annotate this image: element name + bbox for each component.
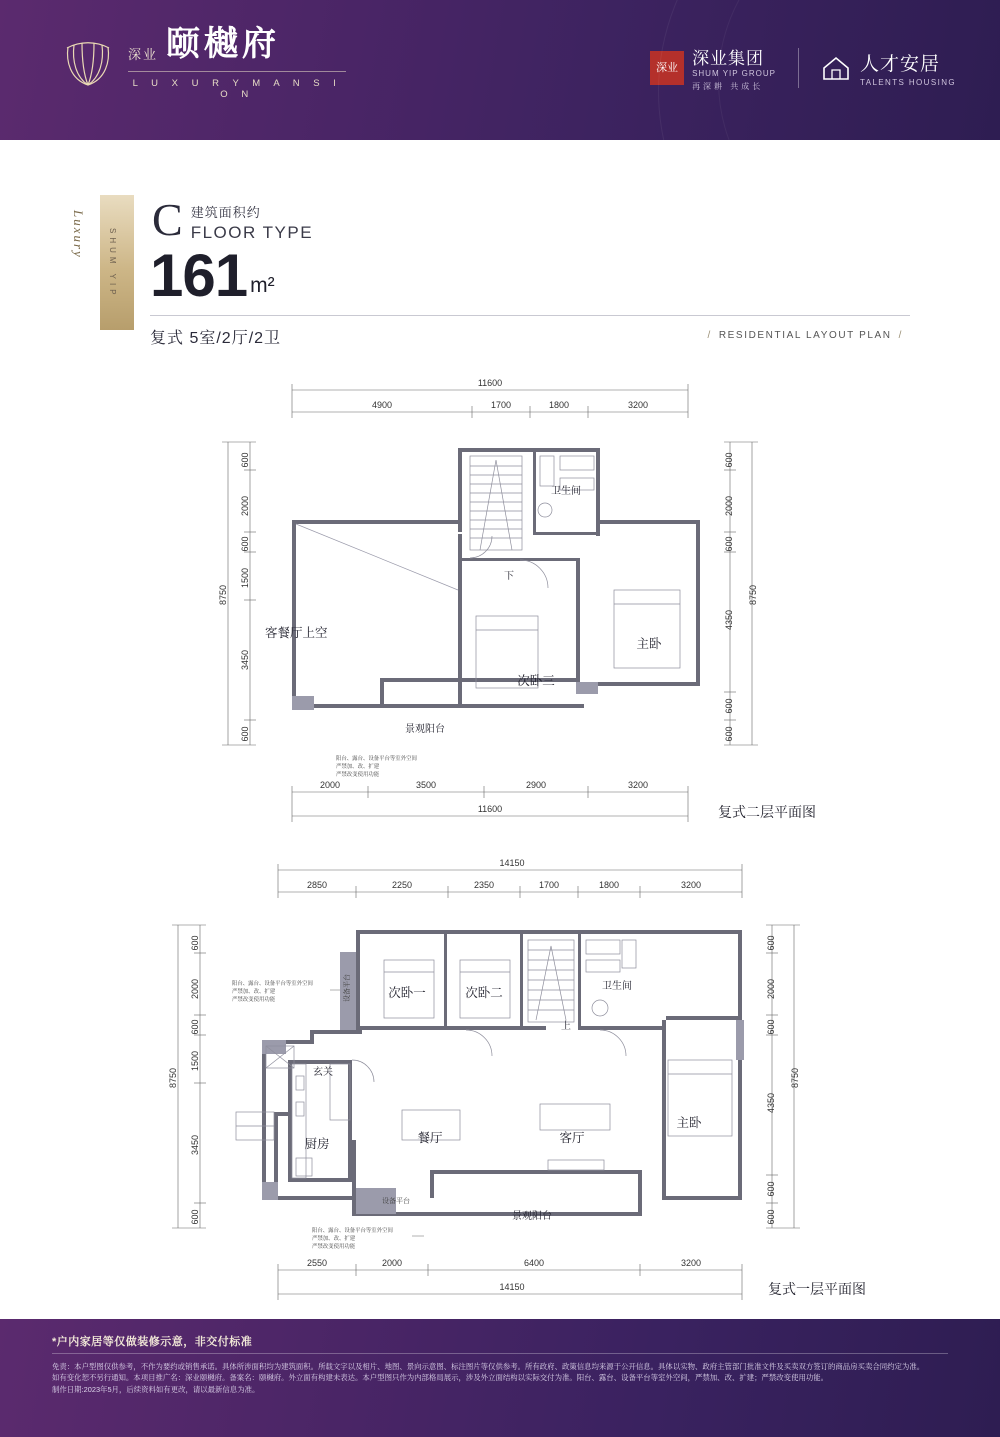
lower-right-dim-5: 600: [766, 1209, 776, 1225]
upper-bot-dim-1: 3500: [415, 780, 437, 790]
luxury-script-text: Luxury: [71, 210, 86, 259]
lower-top-dim-0: 2850: [306, 880, 328, 890]
upper-left-dim-0: 600: [240, 452, 250, 468]
footer-line-1: 如有变化恕不另行通知。本项目推广名：深业颐樾府。备案名：颐樾府。外立面有构建未表达。本户型图只作为内部格局展示，涉及外立面结构以实际交付为准。阳台、露台、设备平台等室外空间，严禁加、改、扩建；严禁改变使用功能。: [52, 1373, 829, 1383]
footer-highlight: *户内家居等仅做装修示意，非交付标准: [52, 1336, 253, 1348]
upper-left-total: 8750: [218, 584, 228, 606]
lower-plan-caption: 复式一层平面图: [768, 1281, 866, 1297]
plan-lower-group: [168, 858, 866, 1300]
upper-void-marker: [296, 524, 458, 590]
upper-plan-caption: 复式二层平面图: [718, 804, 816, 820]
lower-room-1: 次卧二: [465, 986, 503, 1000]
floor-type-en: FLOOR TYPE: [190, 223, 314, 242]
floor-letter: C: [152, 194, 183, 245]
layout-plan-slug: / RESIDENTIAL LAYOUT PLAN /: [707, 330, 903, 341]
upper-staircase: [470, 456, 522, 550]
upper-top-dim-3: 3200: [627, 400, 649, 410]
upper-bot-dim-0: 2000: [319, 780, 341, 790]
lower-left-dim-1: 2000: [190, 978, 200, 1000]
svg-text:严禁加、改、扩建: 严禁加、改、扩建: [232, 989, 276, 995]
upper-left-dim-5: 600: [240, 726, 250, 742]
upper-left-dim-2: 600: [240, 536, 250, 552]
shumyip-vertical-text: SHUM YIP: [108, 228, 117, 299]
upper-right-dim-4: 600: [724, 698, 734, 714]
logo-main-text: 颐樾府: [166, 25, 281, 63]
upper-room-0: 卫生间: [551, 486, 581, 497]
brand-talents-cn: 人才安居: [860, 54, 941, 75]
upper-left-dim-4: 3450: [240, 649, 250, 671]
lower-left-dim-0: 600: [190, 935, 200, 951]
lower-note-left: [232, 979, 340, 1003]
lower-bot-dim-1: 2000: [381, 1258, 403, 1268]
gold-bar-decoration: [100, 195, 134, 330]
upper-bot-dim-3: 3200: [627, 780, 649, 790]
lower-right-dim-2: 600: [766, 1019, 776, 1035]
lower-top-dim-5: 3200: [680, 880, 702, 890]
logo-en-text: L U X U R Y M A N S I O N: [128, 71, 346, 100]
lower-left-dim-5: 600: [190, 1209, 200, 1225]
footer-line-0: 免责：本户型图仅供参考，不作为要约或销售承诺。具体所涉面积均为建筑面积。所载文字以及相片、地图、景向示意图、标注图片等仅供参考。所有政府、政策信息均来源于公开信息。具体以实物、政府主管部门批准文件及买卖双方签订的商品房买卖合同约定为准。: [52, 1362, 925, 1371]
partner-brands: [650, 44, 956, 92]
floor-plan-drawing: [0, 360, 1000, 1320]
footer-divider: [52, 1353, 948, 1354]
lower-bot-dim-3: 3200: [680, 1258, 702, 1268]
lower-right-dim-0: 600: [766, 935, 776, 951]
upper-right-dim-3: 4350: [724, 609, 734, 631]
upper-note: [336, 754, 417, 778]
seal-icon: 深业: [650, 51, 684, 85]
floor-type-row: [152, 194, 314, 245]
lower-bathroom-fixtures: [586, 940, 636, 1016]
upper-right-dim-0: 600: [724, 452, 734, 468]
lower-bot-dim-2: 6400: [523, 1258, 545, 1268]
upper-right-dim-2: 600: [724, 536, 734, 552]
brand-talents-en: TALENTS HOUSING: [860, 78, 956, 87]
lower-room-10: 设备平台: [382, 1198, 410, 1205]
lower-room-2: 卫生间: [602, 981, 632, 992]
upper-bot-dim-2: 2900: [525, 780, 547, 790]
upper-room-1: 下: [504, 571, 514, 582]
upper-room-4: 主卧: [636, 637, 662, 651]
svg-text:严禁加、改、扩建: 严禁加、改、扩建: [312, 1236, 356, 1242]
svg-text:严禁改变使用功能: 严禁改变使用功能: [232, 997, 276, 1003]
svg-text:阳台、露台、设备平台等室外空间: 阳台、露台、设备平台等室外空间: [312, 1228, 393, 1234]
lower-right-total: 8750: [790, 1067, 800, 1089]
lower-bot-total: 14150: [499, 1282, 525, 1292]
lower-staircase: [528, 940, 574, 1022]
upper-top-dim-2: 1800: [548, 400, 570, 410]
lower-left-dim-3: 1500: [190, 1050, 200, 1072]
area-number: 161: [150, 242, 248, 309]
lower-left-dim-2: 600: [190, 1019, 200, 1035]
lower-right-dim-4: 600: [766, 1181, 776, 1197]
lower-room-6: 餐厅: [417, 1131, 443, 1145]
brand-shumyip-cn: 深业集团: [692, 49, 765, 68]
area-label-cn: 建筑面积约: [190, 205, 261, 220]
upper-right-dim-5: 600: [724, 726, 734, 742]
brand-shumyip-en: SHUM YIP GROUP: [692, 69, 777, 78]
svg-text:严禁改变使用功能: 严禁改变使用功能: [336, 772, 380, 778]
lower-top-dim-2: 2350: [473, 880, 495, 890]
svg-text:严禁加、改、扩建: 严禁加、改、扩建: [336, 764, 380, 770]
brand-shumyip-tag: 再深耕 共成长: [692, 82, 764, 91]
plan-upper-group: [218, 378, 816, 822]
lower-top-dim-4: 1800: [598, 880, 620, 890]
upper-top-dim-1: 1700: [490, 400, 512, 410]
kitchen-fixtures: [236, 1064, 350, 1178]
upper-room-5: 景观阳台: [405, 724, 445, 735]
title-divider: [150, 315, 910, 316]
room-description: 复式 5室/2厅/2卫: [150, 330, 282, 347]
lower-room-7: 客厅: [559, 1131, 585, 1145]
brand-divider: [798, 48, 799, 88]
svg-text:阳台、露台、设备平台等室外空间: 阳台、露台、设备平台等室外空间: [336, 756, 417, 762]
layout-plan-slug-text: RESIDENTIAL LAYOUT PLAN: [718, 330, 892, 341]
lower-walls: [262, 930, 742, 1216]
lower-note-bottom: [312, 1226, 424, 1250]
lower-bot-dim-0: 2550: [306, 1258, 328, 1268]
area-row: [150, 242, 275, 309]
lower-room-5: 厨房: [304, 1137, 330, 1151]
lower-left-total: 8750: [168, 1067, 178, 1089]
lower-top-total: 14150: [499, 858, 525, 868]
title-zone: [0, 140, 1000, 360]
lower-right-dim-3: 4350: [766, 1092, 776, 1114]
lower-top-dim-1: 2250: [391, 880, 413, 890]
page-header: [0, 0, 1000, 140]
lower-top-dim-3: 1700: [538, 880, 560, 890]
lower-room-3: 上: [561, 1021, 571, 1032]
footer-line-2: 制作日期:2023年5月，后续资料如有更改，请以最新信息为准。: [52, 1384, 260, 1394]
upper-room-3: 次卧三: [517, 674, 555, 688]
brand-shumyip: [650, 44, 776, 92]
svg-text:严禁改变使用功能: 严禁改变使用功能: [312, 1244, 356, 1250]
lower-room-9: 景观阳台: [512, 1211, 552, 1222]
upper-left-dim-3: 1500: [240, 567, 250, 589]
lower-room-11: 设备平台: [344, 974, 351, 1002]
lower-right-dim-1: 2000: [766, 978, 776, 1000]
lower-room-4: 玄关: [313, 1067, 333, 1078]
brand-logo: [60, 26, 346, 100]
floor-plans: [0, 360, 1000, 1320]
upper-right-dim-1: 2000: [724, 495, 734, 517]
upper-top-total: 11600: [477, 378, 503, 388]
logo-sub-text: 深业: [128, 47, 159, 63]
lower-left-dim-4: 3450: [190, 1134, 200, 1156]
area-unit: m²: [250, 274, 275, 297]
upper-bot-total: 11600: [477, 804, 503, 814]
upper-room-2: 客餐厅上空: [265, 626, 328, 640]
lower-room-8: 主卧: [676, 1116, 702, 1130]
upper-top-dim-0: 4900: [371, 400, 393, 410]
svg-text:阳台、露台、设备平台等室外空间: 阳台、露台、设备平台等室外空间: [232, 981, 313, 987]
lower-room-0: 次卧一: [388, 986, 426, 1000]
fan-logo-icon: [60, 35, 116, 91]
page-footer: [0, 1319, 1000, 1437]
upper-walls: [292, 448, 700, 708]
house-icon: [821, 54, 851, 82]
brand-talents-housing: [821, 49, 956, 87]
upper-left-dim-1: 2000: [240, 495, 250, 517]
upper-right-total: 8750: [748, 584, 758, 606]
